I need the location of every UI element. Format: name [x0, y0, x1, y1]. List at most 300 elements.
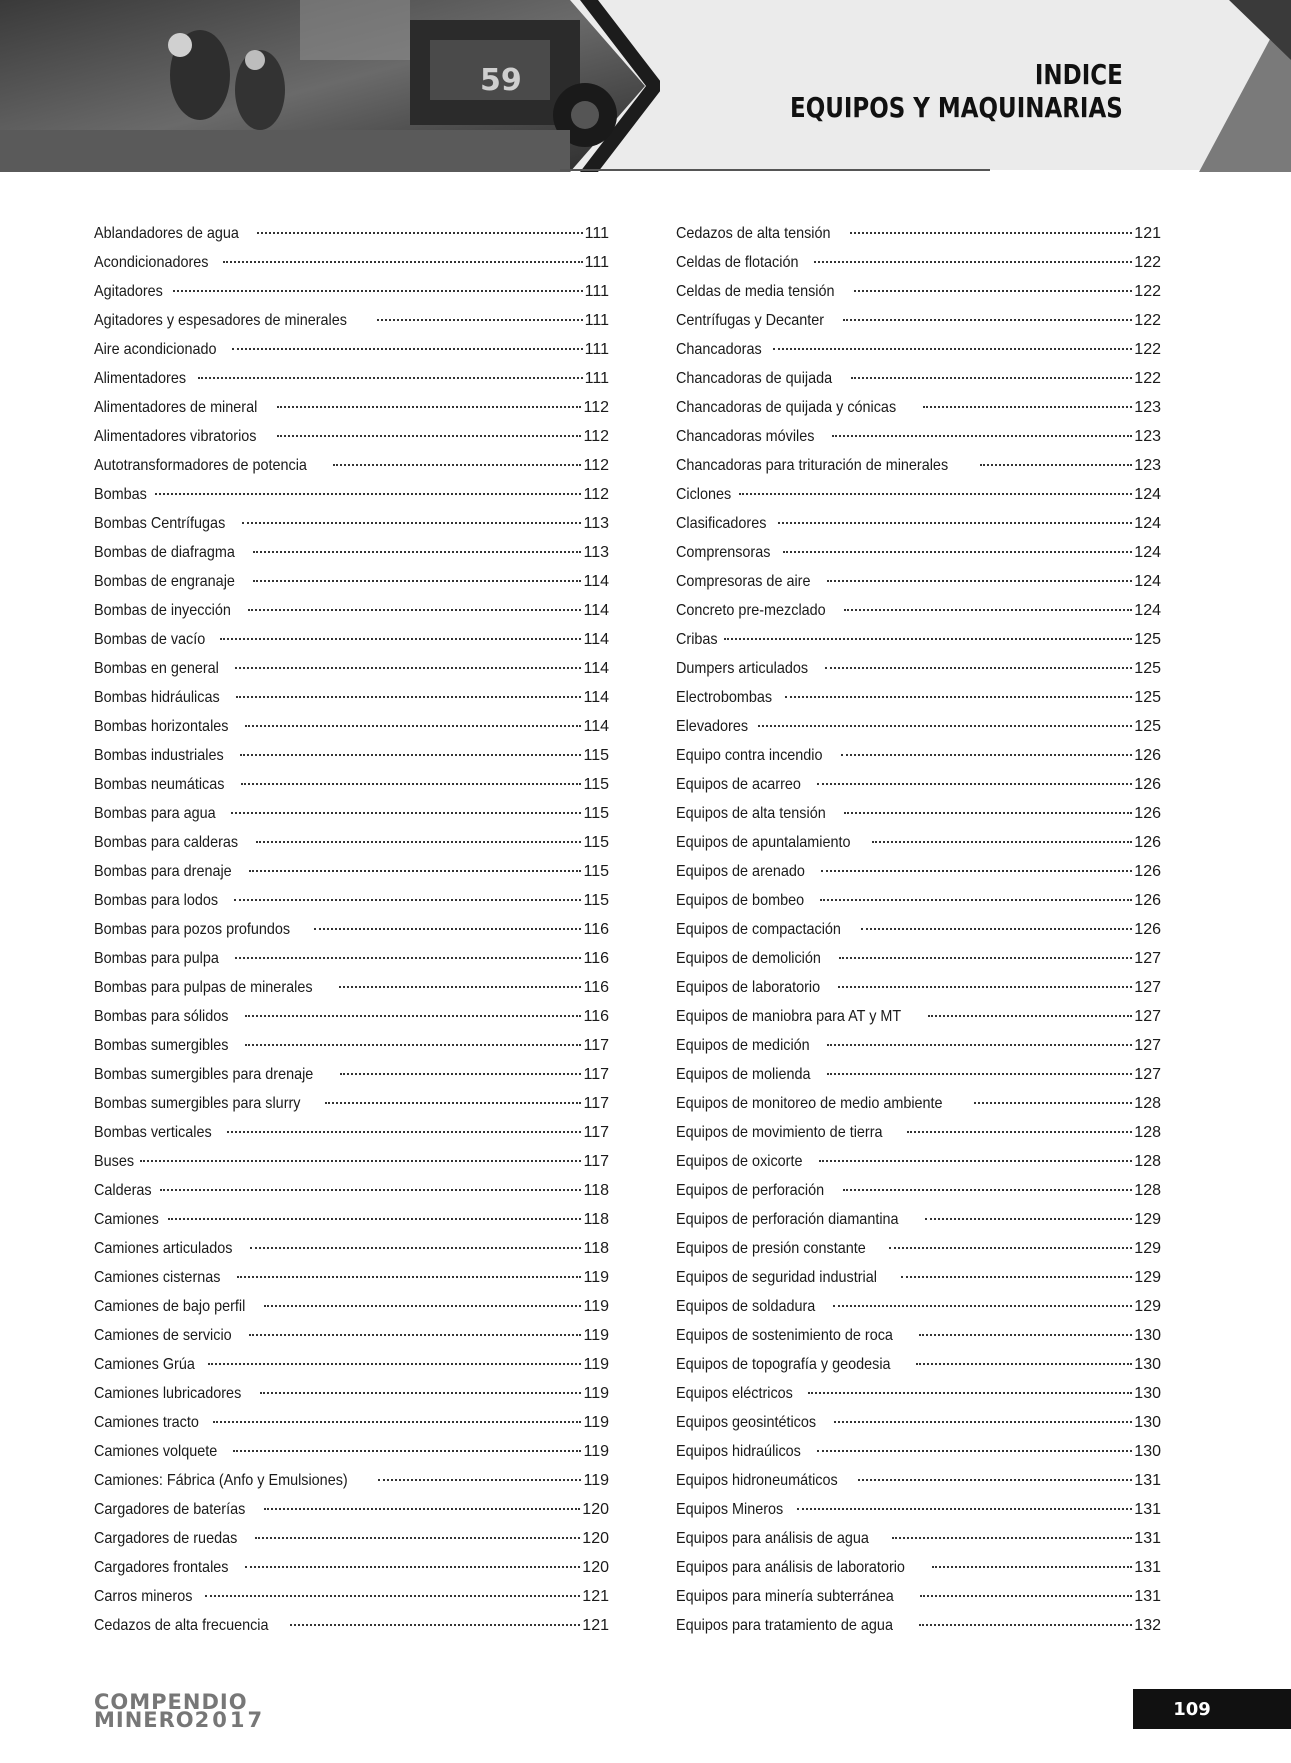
index-entry	[94, 277, 609, 306]
entry-page: 123	[1134, 428, 1161, 445]
dot-leader	[248, 608, 581, 611]
index-entry	[676, 1524, 1161, 1553]
dot-leader	[817, 782, 1133, 785]
index-column-right	[676, 219, 1161, 1640]
index-entry	[94, 509, 609, 538]
index-entry	[676, 654, 1161, 683]
index-entry	[676, 1031, 1161, 1060]
dot-leader	[260, 1391, 582, 1394]
dot-leader	[253, 579, 582, 582]
index-entry	[676, 1263, 1161, 1292]
entry-page: 128	[1134, 1182, 1161, 1199]
entry-label: Camiones: Fábrica (Anfo y Emulsiones)	[94, 1472, 348, 1489]
entry-page: 115	[583, 863, 609, 880]
dot-leader	[277, 405, 581, 408]
index-entry	[94, 596, 609, 625]
entry-label: Equipos de laboratorio	[676, 979, 821, 996]
index-entry	[676, 1147, 1161, 1176]
entry-page: 111	[584, 254, 609, 271]
index-entry	[676, 683, 1161, 712]
entry-page: 118	[583, 1211, 609, 1228]
entry-label: Equipos de monitoreo de medio ambiente	[676, 1095, 943, 1112]
entry-page: 126	[1134, 805, 1161, 822]
entry-label: Bombas de engranaje	[94, 573, 235, 590]
entry-page: 115	[583, 776, 609, 793]
index-entry	[94, 248, 609, 277]
index-entry	[94, 683, 609, 712]
index-entry	[676, 1234, 1161, 1263]
entry-label: Equipos para análisis de laboratorio	[676, 1559, 905, 1576]
dot-leader	[223, 260, 582, 263]
logo-line1: COMPENDIO	[94, 1690, 248, 1714]
entry-label: Equipos para minería subterránea	[676, 1588, 894, 1605]
entry-label: Cedazos de alta frecuencia	[94, 1617, 269, 1634]
index-entry	[94, 480, 609, 509]
dot-leader	[333, 463, 582, 466]
entry-label: Equipos de bombeo	[676, 892, 805, 909]
entry-label: Cargadores de baterías	[94, 1501, 246, 1518]
index-entry	[676, 422, 1161, 451]
entry-page: 132	[1134, 1617, 1161, 1634]
index-entry	[94, 857, 609, 886]
entry-label: Buses	[94, 1153, 135, 1170]
entry-label: Celdas de media tensión	[676, 283, 835, 300]
index-entry	[676, 596, 1161, 625]
entry-label: Camiones volquete	[94, 1443, 218, 1460]
compendio-minero-logo	[94, 1690, 266, 1732]
entry-label: Bombas sumergibles para slurry	[94, 1095, 301, 1112]
entry-page: 126	[1134, 921, 1161, 938]
index-entry	[94, 1437, 609, 1466]
entry-label: Equipos de arenado	[676, 863, 805, 880]
index-entry	[94, 422, 609, 451]
entry-page: 117	[583, 1095, 609, 1112]
page-number: 109	[1173, 1698, 1211, 1720]
entry-label: Bombas horizontales	[94, 718, 229, 735]
index-entry	[676, 1321, 1161, 1350]
dot-leader	[920, 1594, 1132, 1597]
entry-label: Bombas para lodos	[94, 892, 219, 909]
entry-page: 114	[583, 689, 609, 706]
index-entry	[94, 538, 609, 567]
entry-page: 115	[583, 747, 609, 764]
index-entry	[676, 886, 1161, 915]
index-entry	[676, 1350, 1161, 1379]
index-entry	[676, 364, 1161, 393]
entry-page: 127	[1134, 1008, 1161, 1025]
dot-leader	[241, 782, 582, 785]
dot-leader	[160, 1188, 581, 1191]
index-entry	[676, 567, 1161, 596]
entry-page: 119	[583, 1269, 609, 1286]
entry-page: 122	[1134, 283, 1161, 300]
index-entry	[676, 335, 1161, 364]
index-entry	[676, 451, 1161, 480]
index-entry	[676, 1176, 1161, 1205]
entry-label: Equipos de maniobra para AT y MT	[676, 1008, 902, 1025]
index-entry	[94, 1611, 609, 1640]
dot-leader	[827, 1043, 1133, 1046]
dot-leader	[250, 1246, 582, 1249]
entry-page: 124	[1134, 486, 1161, 503]
entry-label: Equipos para tratamiento de agua	[676, 1617, 893, 1634]
dot-leader	[980, 463, 1132, 466]
entry-label: Elevadores	[676, 718, 749, 735]
dot-leader	[233, 1449, 582, 1452]
entry-label: Camiones lubricadores	[94, 1385, 242, 1402]
dot-leader	[739, 492, 1132, 495]
index-entry	[676, 799, 1161, 828]
entry-page: 114	[583, 602, 609, 619]
dot-leader	[841, 753, 1133, 756]
index-entry	[676, 1002, 1161, 1031]
dot-leader	[255, 1536, 580, 1539]
index-entry	[94, 828, 609, 857]
dot-leader	[245, 1043, 581, 1046]
entry-page: 127	[1134, 1066, 1161, 1083]
entry-page: 116	[583, 1008, 609, 1025]
entry-page: 129	[1134, 1269, 1161, 1286]
entry-label: Equipos de perforación diamantina	[676, 1211, 899, 1228]
entry-page: 119	[583, 1414, 609, 1431]
entry-page: 130	[1134, 1443, 1161, 1460]
entry-label: Bombas Centrífugas	[94, 515, 226, 532]
entry-label: Equipos de soldadura	[676, 1298, 816, 1315]
dot-leader	[916, 1362, 1132, 1365]
entry-label: Bombas industriales	[94, 747, 224, 764]
entry-label: Compresoras de aire	[676, 573, 811, 590]
entry-page: 131	[1134, 1530, 1161, 1547]
index-entry	[94, 1495, 609, 1524]
dot-leader	[834, 1420, 1133, 1423]
entry-label: Equipos de apuntalamiento	[676, 834, 851, 851]
entry-label: Camiones tracto	[94, 1414, 199, 1431]
dot-leader	[213, 1420, 582, 1423]
entry-page: 116	[583, 921, 609, 938]
dot-leader	[314, 927, 582, 930]
entry-label: Equipos de presión constante	[676, 1240, 866, 1257]
dot-leader	[850, 231, 1133, 234]
index-entry	[94, 567, 609, 596]
dot-leader	[325, 1101, 581, 1104]
dot-leader	[168, 1217, 581, 1220]
dot-leader	[257, 231, 583, 234]
entry-page: 130	[1134, 1385, 1161, 1402]
index-entry	[94, 770, 609, 799]
index-entry	[676, 973, 1161, 1002]
entry-page: 126	[1134, 892, 1161, 909]
entry-page: 131	[1134, 1472, 1161, 1489]
index-entry	[676, 1582, 1161, 1611]
entry-label: Equipos para análisis de agua	[676, 1530, 869, 1547]
dot-leader	[242, 521, 582, 524]
entry-page: 128	[1134, 1095, 1161, 1112]
dot-leader	[256, 840, 581, 843]
dot-leader	[923, 405, 1133, 408]
entry-label: Bombas sumergibles	[94, 1037, 229, 1054]
entry-label: Equipo contra incendio	[676, 747, 823, 764]
entry-page: 112	[583, 399, 609, 416]
entry-page: 116	[583, 950, 609, 967]
entry-page: 131	[1134, 1559, 1161, 1576]
entry-label: Equipos eléctricos	[676, 1385, 793, 1402]
entry-label: Autotransformadores de potencia	[94, 457, 307, 474]
entry-label: Equipos de alta tensión	[676, 805, 826, 822]
corner-triangle-icon	[1199, 0, 1291, 172]
entry-page: 119	[583, 1356, 609, 1373]
page-header	[0, 0, 1291, 172]
entry-label: Equipos de sostenimiento de roca	[676, 1327, 893, 1344]
entry-label: Bombas verticales	[94, 1124, 212, 1141]
entry-label: Camiones	[94, 1211, 159, 1228]
index-entry	[94, 1147, 609, 1176]
entry-label: Cribas	[676, 631, 718, 648]
entry-label: Carros mineros	[94, 1588, 193, 1605]
dot-leader	[808, 1391, 1132, 1394]
entry-label: Camiones cisternas	[94, 1269, 221, 1286]
entry-page: 119	[583, 1327, 609, 1344]
entry-label: Clasificadores	[676, 515, 767, 532]
dot-leader	[339, 985, 582, 988]
entry-label: Equipos de oxicorte	[676, 1153, 803, 1170]
entry-page: 129	[1134, 1240, 1161, 1257]
dot-leader	[827, 1072, 1132, 1075]
index-entry	[676, 1060, 1161, 1089]
entry-page: 121	[1134, 225, 1161, 242]
entry-page: 114	[583, 660, 609, 677]
mining-truck-photo-icon	[0, 0, 660, 172]
entry-page: 126	[1134, 776, 1161, 793]
entry-page: 121	[582, 1617, 609, 1634]
entry-page: 127	[1134, 979, 1161, 996]
entry-label: Bombas en general	[94, 660, 219, 677]
entry-label: Cargadores frontales	[94, 1559, 229, 1576]
entry-page: 119	[583, 1472, 609, 1489]
dot-leader	[817, 1449, 1133, 1452]
entry-label: Alimentadores vibratorios	[94, 428, 257, 445]
entry-label: Equipos de molienda	[676, 1066, 811, 1083]
entry-page: 127	[1134, 950, 1161, 967]
entry-page: 115	[583, 834, 609, 851]
entry-page: 129	[1134, 1298, 1161, 1315]
dot-leader	[235, 956, 582, 959]
entry-page: 117	[583, 1153, 609, 1170]
dot-leader	[264, 1304, 581, 1307]
entry-label: Electrobombas	[676, 689, 773, 706]
dot-leader	[227, 1130, 582, 1133]
entry-label: Camiones Grúa	[94, 1356, 195, 1373]
dot-leader	[851, 376, 1132, 379]
dot-leader	[820, 898, 1132, 901]
index-entry	[676, 277, 1161, 306]
entry-label: Equipos de acarreo	[676, 776, 801, 793]
dot-leader	[892, 1536, 1132, 1539]
index-column-left	[94, 219, 609, 1640]
entry-page: 125	[1134, 631, 1161, 648]
index-entry	[94, 1408, 609, 1437]
entry-label: Alimentadores	[94, 370, 187, 387]
index-entry	[94, 1002, 609, 1031]
index-entry	[676, 480, 1161, 509]
index-entry	[676, 857, 1161, 886]
dot-leader	[832, 434, 1132, 437]
index-entry	[94, 1466, 609, 1495]
logo-word: MINERO	[94, 1708, 195, 1732]
dot-leader	[290, 1623, 580, 1626]
entry-page: 128	[1134, 1153, 1161, 1170]
index-entry	[94, 1582, 609, 1611]
entry-page: 126	[1134, 863, 1161, 880]
index-entry	[94, 886, 609, 915]
entry-page: 123	[1134, 399, 1161, 416]
entry-label: Chancadoras de quijada	[676, 370, 833, 387]
index-entry	[94, 973, 609, 1002]
index-entry	[94, 1205, 609, 1234]
entry-page: 112	[583, 457, 609, 474]
entry-page: 114	[583, 718, 609, 735]
entry-page: 113	[583, 515, 609, 532]
dot-leader	[240, 753, 581, 756]
entry-page: 126	[1134, 834, 1161, 851]
index-entry	[94, 364, 609, 393]
entry-page: 131	[1134, 1588, 1161, 1605]
entry-label: Centrífugas y Decanter	[676, 312, 825, 329]
dot-leader	[872, 840, 1132, 843]
entry-page: 122	[1134, 254, 1161, 271]
entry-page: 120	[582, 1501, 609, 1518]
entry-label: Bombas de diafragma	[94, 544, 235, 561]
entry-label: Chancadoras de quijada y cónicas	[676, 399, 897, 416]
index-entry	[94, 915, 609, 944]
index-entry	[676, 1408, 1161, 1437]
entry-page: 123	[1134, 457, 1161, 474]
dot-leader	[237, 1275, 582, 1278]
dot-leader	[245, 1565, 580, 1568]
entry-page: 115	[583, 805, 609, 822]
dot-leader	[844, 608, 1132, 611]
index-entry	[94, 306, 609, 335]
entry-label: Equipos hidroneumáticos	[676, 1472, 838, 1489]
dot-leader	[827, 579, 1132, 582]
dot-leader	[231, 811, 581, 814]
index-entry	[94, 393, 609, 422]
entry-page: 125	[1134, 689, 1161, 706]
dot-leader	[198, 376, 582, 379]
dot-leader	[220, 637, 582, 640]
index-entry	[94, 799, 609, 828]
entry-label: Acondicionadores	[94, 254, 209, 271]
dot-leader	[236, 695, 582, 698]
dot-leader	[854, 289, 1132, 292]
dot-leader	[773, 347, 1132, 350]
entry-page: 112	[583, 486, 609, 503]
header-rule	[560, 169, 990, 171]
entry-label: Ablandadores de agua	[94, 225, 239, 242]
dot-leader	[925, 1217, 1132, 1220]
entry-page: 111	[584, 341, 609, 358]
entry-page: 124	[1134, 602, 1161, 619]
entry-label: Equipos geosintéticos	[676, 1414, 817, 1431]
entry-label: Equipos de movimiento de tierra	[676, 1124, 883, 1141]
entry-label: Bombas de vacío	[94, 631, 206, 648]
index-entry	[676, 306, 1161, 335]
index-entry	[676, 1495, 1161, 1524]
dot-leader	[277, 434, 582, 437]
entry-page: 130	[1134, 1356, 1161, 1373]
entry-label: Comprensoras	[676, 544, 771, 561]
index-entry	[676, 1466, 1161, 1495]
entry-label: Calderas	[94, 1182, 152, 1199]
dot-leader	[253, 550, 582, 553]
entry-page: 121	[582, 1588, 609, 1605]
index-entry	[676, 1089, 1161, 1118]
dot-leader	[724, 637, 1132, 640]
entry-page: 118	[583, 1182, 609, 1199]
dot-leader	[778, 521, 1132, 524]
dot-leader	[155, 492, 582, 495]
entry-page: 112	[583, 428, 609, 445]
entry-page: 127	[1134, 1037, 1161, 1054]
dot-leader	[843, 318, 1133, 321]
entry-label: Equipos de seguridad industrial	[676, 1269, 877, 1286]
index-entry	[94, 335, 609, 364]
index-entry	[676, 741, 1161, 770]
entry-label: Chancadoras móviles	[676, 428, 815, 445]
title-indice: INDICE	[1035, 58, 1123, 91]
index-entry	[676, 770, 1161, 799]
index-entry	[94, 1176, 609, 1205]
dot-leader	[844, 811, 1132, 814]
dot-leader	[249, 869, 582, 872]
entry-label: Bombas para pozos profundos	[94, 921, 291, 938]
dot-leader	[232, 347, 583, 350]
dot-leader	[821, 869, 1132, 872]
entry-page: 124	[1134, 544, 1161, 561]
index-entry	[676, 219, 1161, 248]
entry-label: Cedazos de alta tensión	[676, 225, 831, 242]
entry-page: 120	[582, 1530, 609, 1547]
entry-page: 119	[583, 1443, 609, 1460]
entry-page: 111	[584, 370, 609, 387]
dot-leader	[919, 1333, 1132, 1336]
dot-leader	[245, 1014, 581, 1017]
dot-leader	[901, 1275, 1132, 1278]
entry-label: Bombas de inyección	[94, 602, 231, 619]
dot-leader	[974, 1101, 1132, 1104]
entry-label: Bombas para pulpas de minerales	[94, 979, 313, 996]
entry-label: Equipos de medición	[676, 1037, 810, 1054]
index-entry	[676, 1379, 1161, 1408]
entry-page: 111	[584, 225, 609, 242]
entry-page: 126	[1134, 747, 1161, 764]
dot-leader	[907, 1130, 1132, 1133]
index-entry	[676, 1118, 1161, 1147]
dot-leader	[378, 1478, 582, 1481]
entry-page: 129	[1134, 1211, 1161, 1228]
index-entry	[94, 741, 609, 770]
entry-page: 114	[583, 631, 609, 648]
entry-label: Equipos hidraúlicos	[676, 1443, 801, 1460]
index-entry	[94, 1292, 609, 1321]
entry-label: Bombas para drenaje	[94, 863, 232, 880]
index-entry	[676, 828, 1161, 857]
entry-page: 111	[584, 312, 609, 329]
dot-leader	[235, 666, 582, 669]
dot-leader	[833, 1304, 1133, 1307]
dot-leader	[861, 927, 1132, 930]
dot-leader	[208, 1362, 581, 1365]
index-entry	[94, 712, 609, 741]
